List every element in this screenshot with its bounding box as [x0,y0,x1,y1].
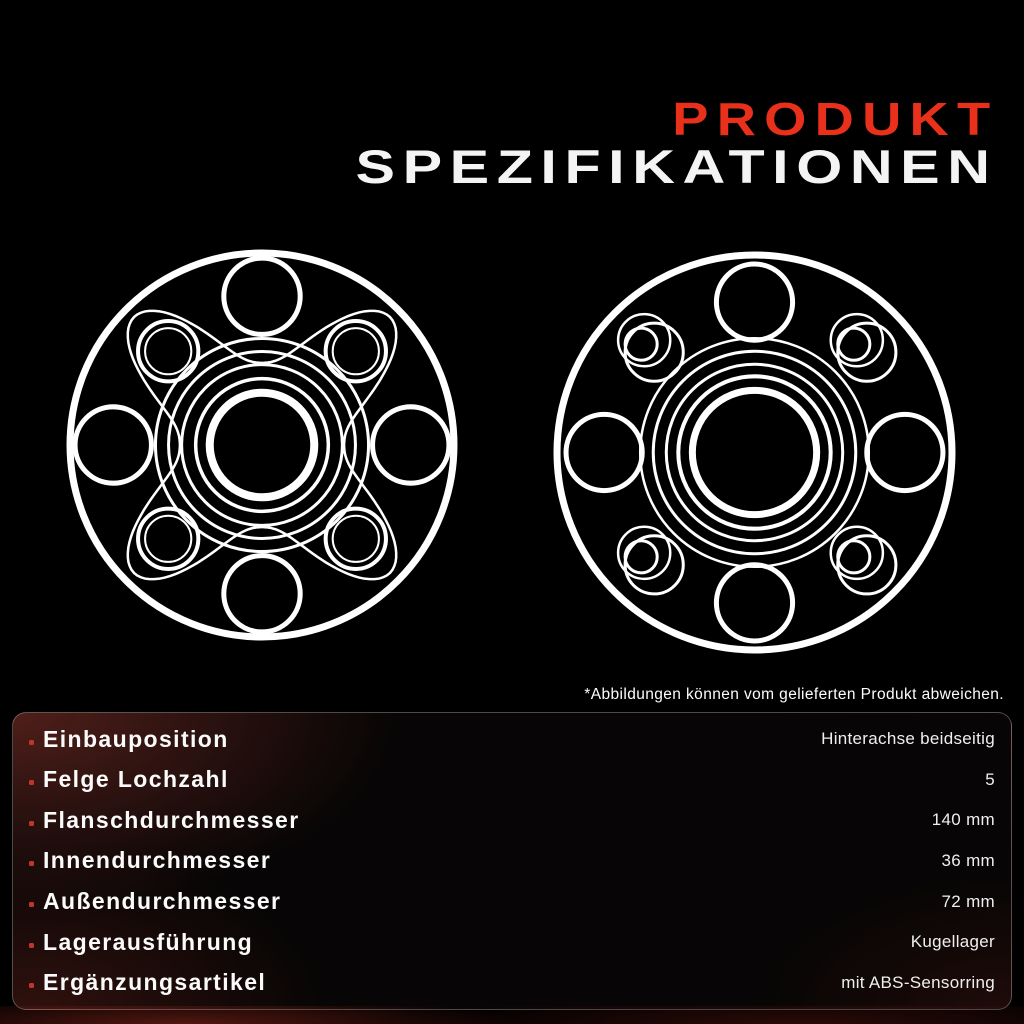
stud-tip [625,328,657,360]
spec-label-group [29,847,271,874]
bolt-hole [75,407,151,483]
disclaimer-note: *Abbildungen können vom gelieferten Produkt abweichen. [584,686,1004,703]
spec-row [13,726,1011,753]
red-bullet-icon [29,983,34,988]
spec-label-group [29,969,266,996]
page-title [355,93,998,193]
spec-label-group [29,766,229,793]
spec-label: Felge Lochzahl [43,766,229,793]
spec-value: mit ABS-Sensorring [841,972,995,992]
red-bullet-icon [29,740,34,745]
red-bullet-icon [29,780,34,785]
bolt-hole [867,414,943,490]
center-ring [678,376,830,528]
spec-label-group [29,888,281,915]
center-ring [210,393,315,498]
spec-row [13,807,1011,834]
wheel-hub-drawing-right [551,249,958,656]
spec-row [13,888,1011,915]
title-line-spezifikationen: SPEZIFIKATIONEN [355,140,998,193]
spec-value: 72 mm [941,891,995,911]
spec-row [13,929,1011,956]
bottom-red-glow [0,1006,1024,1024]
spec-value: Kugellager [910,932,995,952]
red-bullet-icon [29,902,34,907]
bolt-hole [224,556,300,632]
bolt-hole [716,264,792,340]
lug-ring-outer [138,509,198,569]
spec-label: Innendurchmesser [43,847,272,874]
bolt-hole [566,414,642,490]
red-bullet-icon [29,943,34,948]
lug-ring-outer [326,321,386,381]
lug-ring-inner [333,328,379,374]
spec-label: Flanschdurchmesser [43,806,300,833]
center-ring [155,338,368,551]
lug-ring-outer [326,509,386,569]
bolt-hole [716,565,792,641]
spec-table [12,712,1012,1010]
stud-tip [838,328,870,360]
spec-row [13,766,1011,793]
stud-tip [838,541,870,573]
outer-rim [70,253,454,637]
lug-ring-inner [145,328,191,374]
spec-row [13,969,1011,996]
bolt-hole [373,407,449,483]
spec-label: Lagerausführung [43,928,254,955]
red-bullet-icon [29,861,34,866]
center-ring [640,338,869,567]
spec-value: 36 mm [941,850,995,870]
center-ring [653,351,855,553]
spec-label-group [29,929,253,956]
spec-label-group [29,726,229,753]
title-line-produkt: PRODUKT [671,93,998,145]
stud-tip [625,541,657,573]
center-ring [692,390,816,514]
bolt-hole [224,258,300,334]
spec-value: 5 [985,769,995,789]
lug-ring-outer [138,321,198,381]
spec-value: Hinterachse beidseitig [821,729,995,749]
spec-label: Einbauposition [43,725,229,752]
spec-label: Außendurchmesser [43,888,282,915]
spec-label: Ergänzungsartikel [43,969,267,996]
spec-label-group [29,807,300,834]
spec-row [13,847,1011,874]
outer-rim [557,255,952,650]
lug-ring-inner [333,516,379,562]
lug-ring-inner [145,516,191,562]
spec-value: 140 mm [931,810,995,830]
red-bullet-icon [29,821,34,826]
center-ring [196,379,329,512]
wheel-hub-drawing-left [63,246,461,644]
